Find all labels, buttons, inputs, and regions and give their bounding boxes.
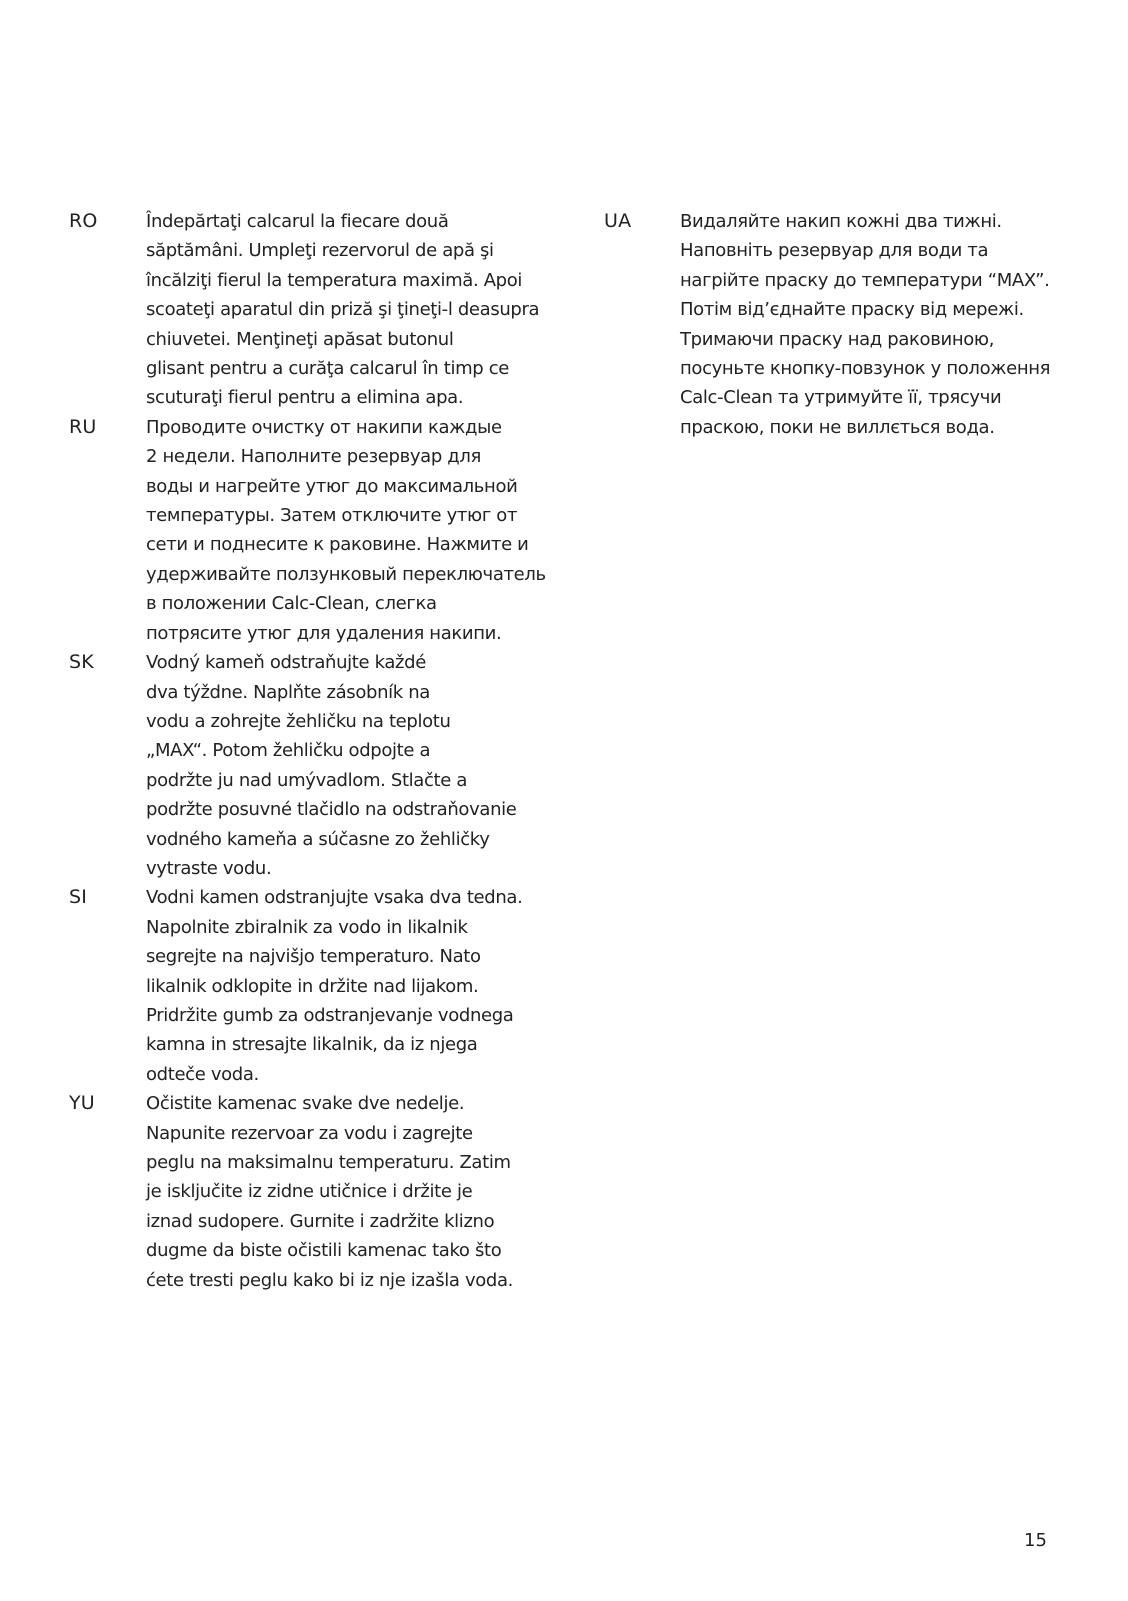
- text-line: scuturaţi fierul pentru a elimina apa.: [146, 387, 464, 409]
- text-line: odteče voda.: [146, 1063, 259, 1085]
- entry-si: [69, 883, 539, 1089]
- entry-text: [146, 1089, 513, 1295]
- text-line: dugme da biste očistili kamenac tako što: [146, 1240, 502, 1262]
- left-column: [69, 207, 546, 1295]
- language-code: RU: [69, 415, 97, 438]
- text-line: Calc-Clean та утримуйте її, трясучи: [680, 387, 1002, 409]
- language-code: UA: [604, 210, 632, 232]
- text-line: Napunite rezervoar za vodu i zagrejte: [146, 1122, 473, 1144]
- entry-ru: [69, 413, 546, 648]
- text-line: scoateţi aparatul din priză şi ţineţi-l deasupra: [146, 299, 540, 321]
- text-line: ćete tresti peglu kako bi iz nje izašla voda.: [146, 1269, 514, 1291]
- text-line: Vodni kamen odstranjujte vsaka dva tedna.: [146, 887, 523, 909]
- text-line: Наповніть резервуар для води та: [680, 240, 989, 262]
- text-line: Očistite kamenac svake dve nedelje.: [146, 1093, 465, 1115]
- entry-sk: [69, 648, 539, 883]
- text-line: Napolnite zbiralnik za vodo in likalnik: [146, 916, 468, 938]
- text-line: сети и поднесите к раковине. Нажмите и: [146, 534, 529, 556]
- entry-text: [680, 207, 1050, 442]
- text-line: kamna in stresajte likalnik, da iz njega: [146, 1034, 478, 1056]
- text-line: săptămâni. Umpleţi rezervorul de apă şi: [146, 240, 494, 262]
- text-line: vodu a zohrejte žehličku na teplotu: [146, 710, 451, 732]
- language-code: YU: [69, 1092, 95, 1115]
- text-line: încălziţi fierul la temperatura maximă. Apoi: [146, 269, 523, 291]
- text-line: нагрійте праску до температури “MAX”.: [680, 269, 1050, 291]
- text-line: peglu na maksimalnu temperaturu. Zatim: [146, 1152, 511, 1173]
- language-code: SI: [69, 886, 88, 909]
- entry-ua: [604, 207, 1074, 442]
- entry-text: [146, 207, 539, 413]
- text-line: Потім від’єднайте праску від мережі.: [680, 299, 1024, 321]
- text-line: посуньте кнопку-повзунок у положення: [680, 358, 1051, 380]
- text-line: podržte ju nad umývadlom. Stlačte a: [146, 769, 468, 791]
- text-line: likalnik odklopite in držite nad lijakom.: [146, 975, 479, 997]
- text-line: vodného kameňa a súčasne zo žehličky: [146, 828, 490, 850]
- right-column: [604, 207, 1074, 442]
- text-line: удерживайте ползунковый переключатель: [146, 563, 546, 585]
- text-line: je isključite iz zidne utičnice i držite je: [146, 1181, 473, 1203]
- text-line: температуры. Затем отключите утюг от: [146, 505, 518, 527]
- entry-ro: [69, 207, 539, 413]
- text-line: dva týždne. Naplňte zásobník na: [146, 681, 430, 703]
- entry-text: [146, 413, 546, 648]
- text-line: Проводите очистку от накипи каждые: [146, 416, 502, 438]
- text-line: Vodný kameň odstraňujte každé: [146, 652, 426, 674]
- text-line: Îndepărtaţi calcarul la fiecare două: [146, 211, 449, 232]
- text-line: Видаляйте накип кожні два тижні.: [680, 211, 1002, 232]
- text-line: 2 недели. Наполните резервуар для: [146, 446, 482, 468]
- language-code: RO: [69, 210, 98, 232]
- text-line: chiuvetei. Menţineţi apăsat butonul: [146, 328, 454, 350]
- text-line: Pridržite gumb za odstranjevanje vodnega: [146, 1004, 514, 1026]
- page-number: 15: [1024, 1530, 1047, 1551]
- text-line: podržte posuvné tlačidlo na odstraňovanie: [146, 799, 517, 821]
- text-line: glisant pentru a curăţa calcarul în timp ce: [146, 358, 509, 380]
- text-line: iznad sudopere. Gurnite i zadržite klizno: [146, 1210, 495, 1232]
- entry-text: [146, 648, 517, 883]
- language-code: SK: [69, 651, 94, 674]
- text-line: Тримаючи праску над раковиною,: [680, 328, 995, 350]
- entry-text: [146, 883, 522, 1089]
- text-line: в положении Calc-Clean, слегка: [146, 593, 437, 615]
- text-line: segrejte na najvišjo temperaturo. Nato: [146, 946, 481, 968]
- text-line: потрясите утюг для удаления накипи.: [146, 622, 502, 644]
- text-line: праскою, поки не виллється вода.: [680, 416, 995, 438]
- text-line: vytraste vodu.: [146, 857, 272, 879]
- text-line: воды и нагрейте утюг до максимальной: [146, 475, 518, 497]
- text-line: „MAX“. Potom žehličku odpojte a: [146, 740, 431, 762]
- entry-yu: [69, 1089, 539, 1295]
